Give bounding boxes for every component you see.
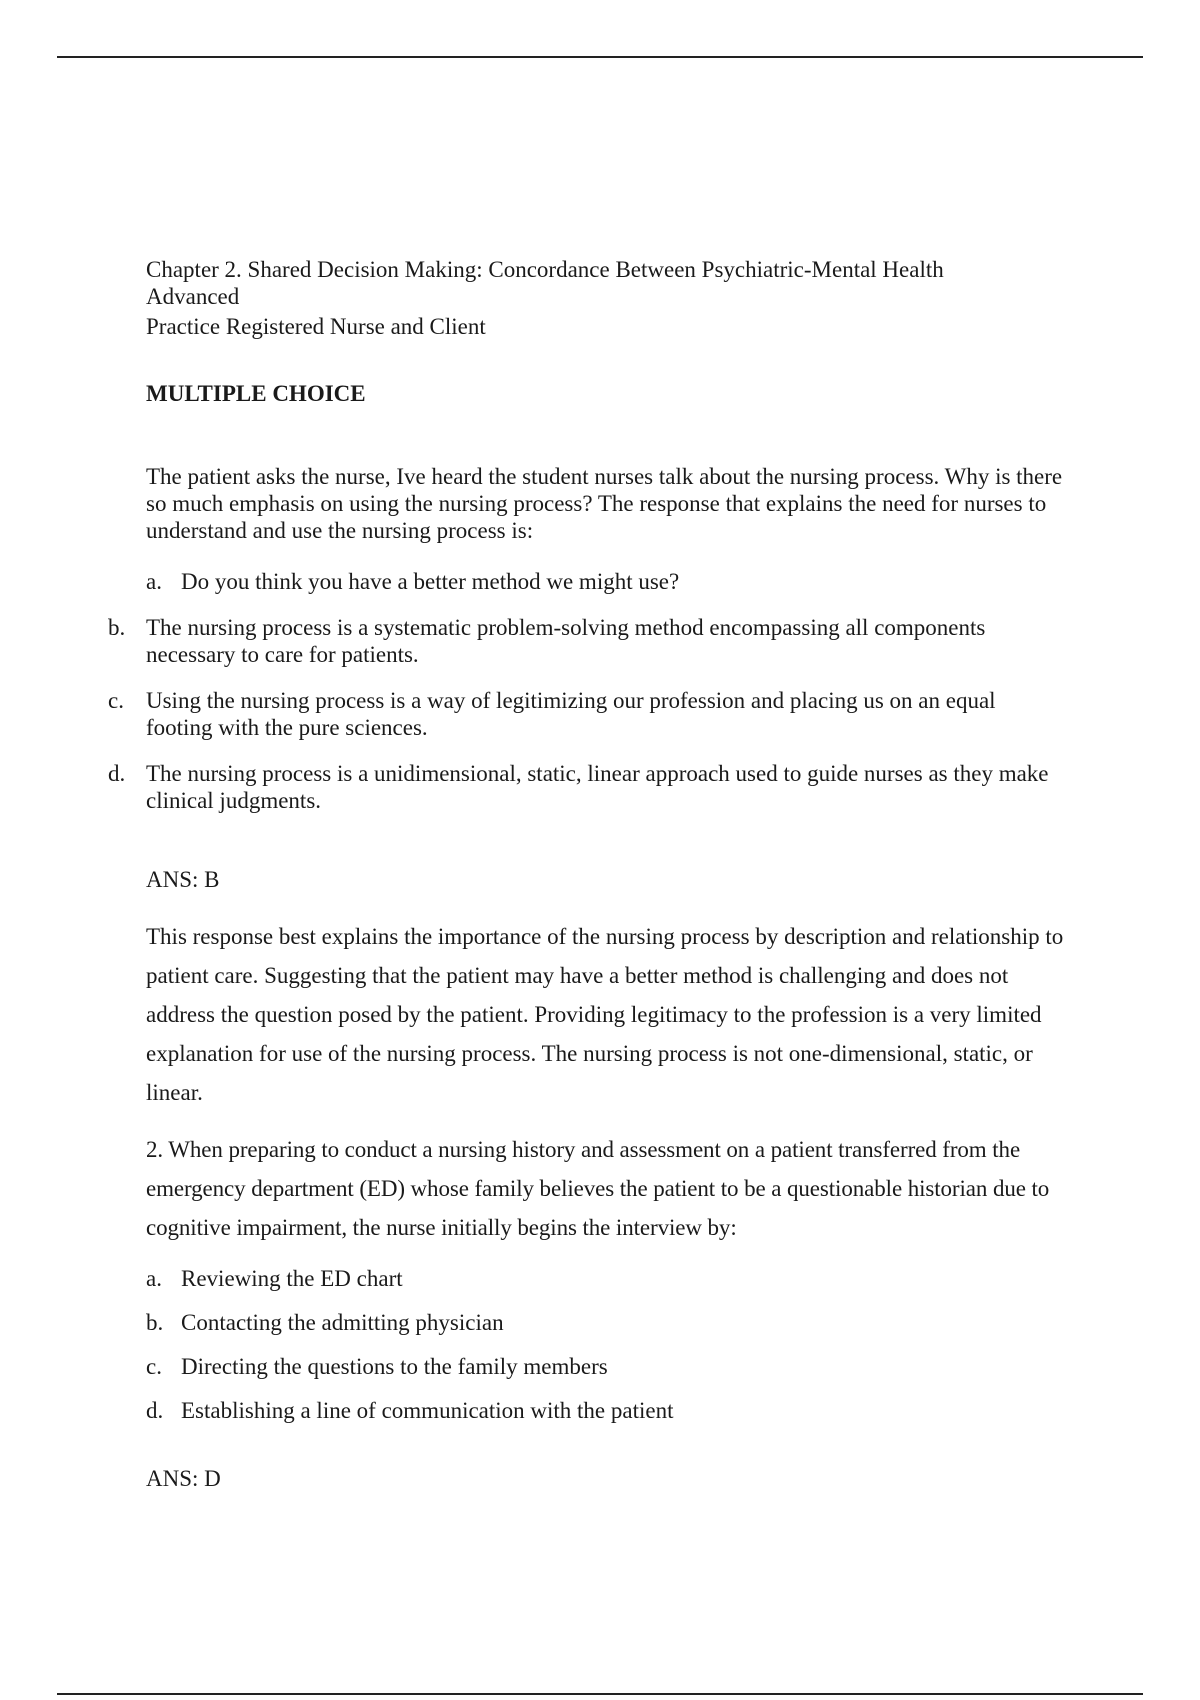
question-1-rationale: This response best explains the importance of the nursing process by description and relationship to patient care. Suggesting that the patient may have a better method is challenging and does not address the question posed by the patient. Providing legitimacy to the profession is a very limited explanation for use of the nursing process. The nursing process is not one-dimensional, static, or linear. — [146, 924, 1064, 1105]
question-2-answer: ANS: D — [146, 1466, 221, 1491]
top-rule — [57, 56, 1143, 58]
option-text: Directing the questions to the family members — [181, 1354, 608, 1379]
option-letter: a. — [146, 1266, 162, 1291]
option-letter: d. — [108, 761, 126, 786]
question-2-option-d — [146, 1397, 1066, 1424]
option-text: Reviewing the ED chart — [181, 1266, 403, 1291]
option-letter: b. — [146, 1310, 164, 1335]
option-text: The nursing process is a unidimensional, static, linear approach used to guide nurses as they make clinical judgments. — [146, 761, 1049, 813]
question-2-stem: 2. When preparing to conduct a nursing history and assessment on a patient transferred from the emergency department (ED) whose family believes the patient to be a questionable historian due to cognitive impairment, the nurse initially begins the interview by: — [146, 1137, 1050, 1240]
option-text: Contacting the admitting physician — [181, 1310, 504, 1335]
option-text: Establishing a line of communication with the patient — [181, 1398, 674, 1423]
option-letter: b. — [108, 615, 126, 640]
option-letter: a. — [146, 569, 162, 594]
question-1-option-b — [108, 614, 1066, 668]
chapter-title-line-2: Advanced — [146, 284, 240, 309]
option-letter: c. — [108, 688, 124, 713]
question-1-option-c — [108, 687, 1066, 741]
question-1-stem: The patient asks the nurse, Ive heard the student nurses talk about the nursing process. Why is there so much emphasis on using the nursing process? The response that explains the need for nurses to understand and use the nursing process is: — [146, 464, 1063, 543]
chapter-title — [146, 256, 1066, 340]
option-letter: c. — [146, 1354, 162, 1379]
section-heading: MULTIPLE CHOICE — [146, 381, 366, 406]
question-2-options — [146, 1265, 1066, 1424]
document-body — [108, 256, 1066, 1492]
option-letter: d. — [146, 1398, 164, 1423]
bottom-rule — [57, 1693, 1143, 1695]
question-1-option-a — [146, 568, 1066, 595]
question-2-option-c — [146, 1353, 1066, 1380]
question-1-option-d — [108, 760, 1066, 814]
option-text: The nursing process is a systematic problem-solving method encompassing all components necessary to care for patients. — [146, 615, 986, 667]
question-1-options — [108, 568, 1066, 814]
option-text: Do you think you have a better method we might use? — [181, 569, 680, 594]
option-text: Using the nursing process is a way of legitimizing our profession and placing us on an equal footing with the pure sciences. — [146, 688, 996, 740]
question-2-option-a — [146, 1265, 1066, 1292]
question-2-option-b — [146, 1309, 1066, 1336]
chapter-title-line-1: Chapter 2. Shared Decision Making: Concordance Between Psychiatric-Mental Health — [146, 257, 944, 282]
chapter-title-line-3: Practice Registered Nurse and Client — [146, 314, 486, 339]
question-1-answer: ANS: B — [146, 867, 220, 892]
